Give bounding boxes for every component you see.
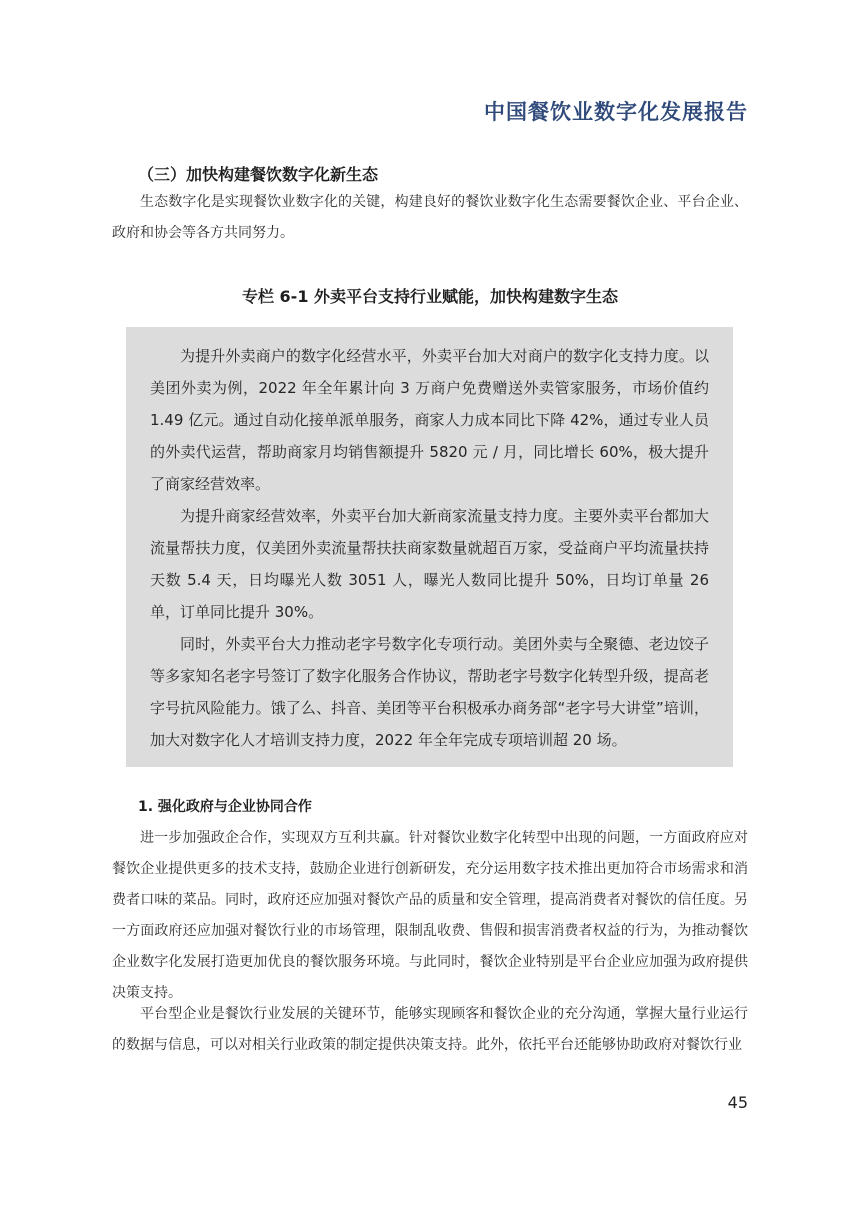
box-paragraph: 同时，外卖平台大力推动老字号数字化专项行动。美团外卖与全聚德、老边饺子等多家知名老字号签订了数字化服务合作协议，帮助老字号数字化转型升级，提高老字号抗风险能力。饿了么、抖音、美团等平台积极承办商务部“老字号大讲堂”培训，加大对数字化人才培训支持力度，2022 年全年完成专项培训超 20 场。 [150,635,709,749]
page-number: 45 [727,1093,748,1112]
page-header-title: 中国餐饮业数字化发展报告 [484,100,748,124]
box-paragraph: 为提升商家经营效率，外卖平台加大新商家流量支持力度。主要外卖平台都加大流量帮扶力度，仅美团外卖流量帮扶扶商家数量就超百万家，受益商户平均流量扶持天数 5.4 天，日均曝光人数 3051 人，曝光人数同比提升 50%，日均订单量 26 单，订单同比提升 30%。 [150,507,709,621]
info-box [126,327,733,767]
section-intro: 生态数字化是实现餐饮业数字化的关键，构建良好的餐饮业数字化生态需要餐饮企业、平台企业、政府和协会等各方共同努力。 [112,194,748,241]
box-paragraph: 为提升外卖商户的数字化经营水平，外卖平台加大对商户的数字化支持力度。以美团外卖为例，2022 年全年累计向 3 万商户免费赠送外卖管家服务，市场价值约 1.49 亿元。通过自动化接单派单服务，商家人力成本同比下降 42%，通过专业人员的外卖代运营，帮助商家月均销售额提升 5820 元 / 月，同比增长 60%，极大提升了商家经营效率。 [150,347,709,493]
box-title: 专栏 6-1 外卖平台支持行业赋能，加快构建数字生态 [241,287,619,306]
body-paragraph: 平台型企业是餐饮行业发展的关键环节，能够实现顾客和餐饮企业的充分沟通，掌握大量行业运行的数据与信息，可以对相关行业政策的制定提供决策支持。此外，依托平台还能够协助政府对餐饮行业 [112,1006,748,1053]
body-paragraph: 进一步加强政企合作，实现双方互利共赢。针对餐饮业数字化转型中出现的问题，一方面政府应对餐饮企业提供更多的技术支持，鼓励企业进行创新研发，充分运用数字技术推出更加符合市场需求和消费者口味的菜品。同时，政府还应加强对餐饮产品的质量和安全管理，提高消费者对餐饮的信任度。另一方面政府还应加强对餐饮行业的市场管理，限制乱收费、售假和损害消费者权益的行为，为推动餐饮企业数字化发展打造更加优良的餐饮服务环境。与此同时，餐饮企业特别是平台企业应加强为政府提供决策支持。 [112,830,748,1001]
subsection-heading: 1. 强化政府与企业协同合作 [138,799,312,815]
section-heading: （三）加快构建餐饮数字化新生态 [138,165,379,184]
